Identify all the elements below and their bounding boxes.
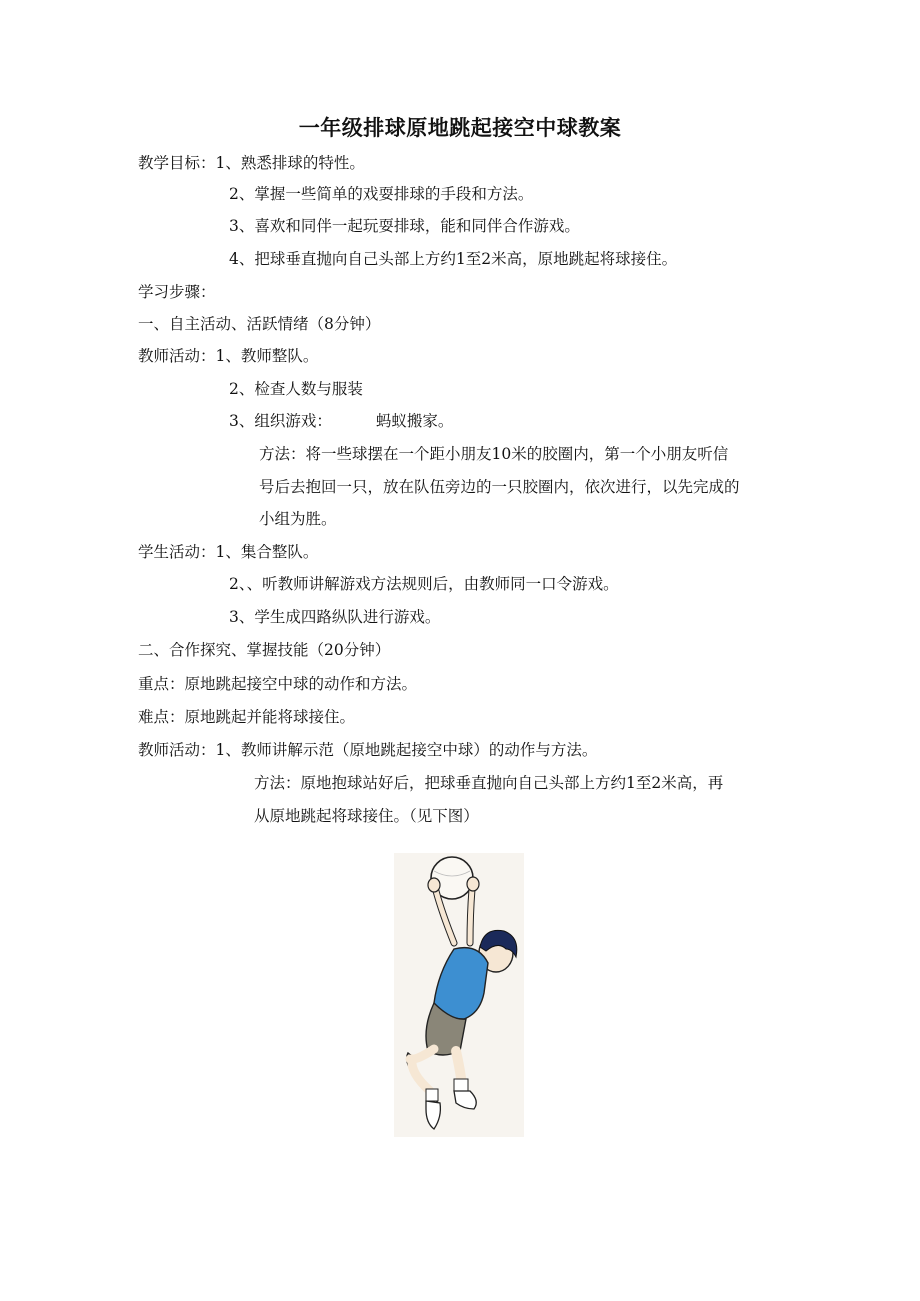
jump-catch-illustration [394, 853, 524, 1137]
document-title: 一年级排球原地跳起接空中球教案 [298, 116, 622, 140]
goal-item: 1、熟悉排球的特性。 [215, 154, 365, 172]
game-name: 蚂蚁搬家。 [375, 412, 454, 430]
teacher-activity-line-1 [138, 349, 318, 365]
goal-item: 2、掌握一些简单的戏耍排球的手段和方法。 [229, 185, 534, 203]
teacher-item-game [229, 414, 453, 430]
teacher-item: 1、教师讲解示范（原地跳起接空中球）的动作与方法。 [215, 741, 598, 759]
student-item: 3、学生成四路纵队进行游戏。 [229, 608, 441, 626]
section-1-heading: 一、自主活动、活跃情绪（8分钟） [138, 315, 381, 333]
method-line: 小组为胜。 [259, 510, 337, 528]
teacher-item: 2、检查人数与服装 [229, 380, 363, 398]
goals-label: 教学目标： [138, 154, 216, 172]
student-item: 1、集合整队。 [215, 543, 319, 561]
method-line: 方法：原地抱球站好后，把球垂直抛向自己头部上方约1至2米高，再 [254, 774, 724, 792]
goals-line-1 [138, 156, 365, 172]
goal-item: 4、把球垂直抛向自己头部上方约1至2米高，原地跳起将球接住。 [229, 250, 678, 268]
teacher-activity-label: 教师活动： [138, 347, 216, 365]
teacher-activity-line-2 [138, 743, 597, 759]
jumping-boy-image [394, 853, 524, 1137]
steps-label: 学习步骤： [138, 283, 216, 301]
difficulty-point: 难点：原地跳起并能将球接住。 [138, 708, 356, 726]
teacher-activity-label: 教师活动： [138, 741, 216, 759]
method-line: 方法：将一些球摆在一个距小朋友10米的胶圈内，第一个小朋友听信 [259, 445, 729, 463]
teacher-item: 1、教师整队。 [215, 347, 319, 365]
method-line: 号后去抱回一只，放在队伍旁边的一只胶圈内，依次进行，以先完成的 [259, 478, 740, 496]
key-point: 重点：原地跳起接空中球的动作和方法。 [138, 675, 418, 693]
goal-item: 3、喜欢和同伴一起玩耍排球，能和同伴合作游戏。 [229, 217, 580, 235]
student-item: 2、、听教师讲解游戏方法规则后，由教师同一口令游戏。 [229, 575, 619, 593]
student-activity-line-1 [138, 545, 318, 561]
teacher-item: 3、组织游戏： [229, 412, 332, 430]
student-activity-label: 学生活动： [138, 543, 216, 561]
section-2-heading: 二、合作探究、掌握技能（20分钟） [138, 641, 391, 659]
method-line: 从原地跳起将球接住。（见下图） [254, 807, 479, 825]
